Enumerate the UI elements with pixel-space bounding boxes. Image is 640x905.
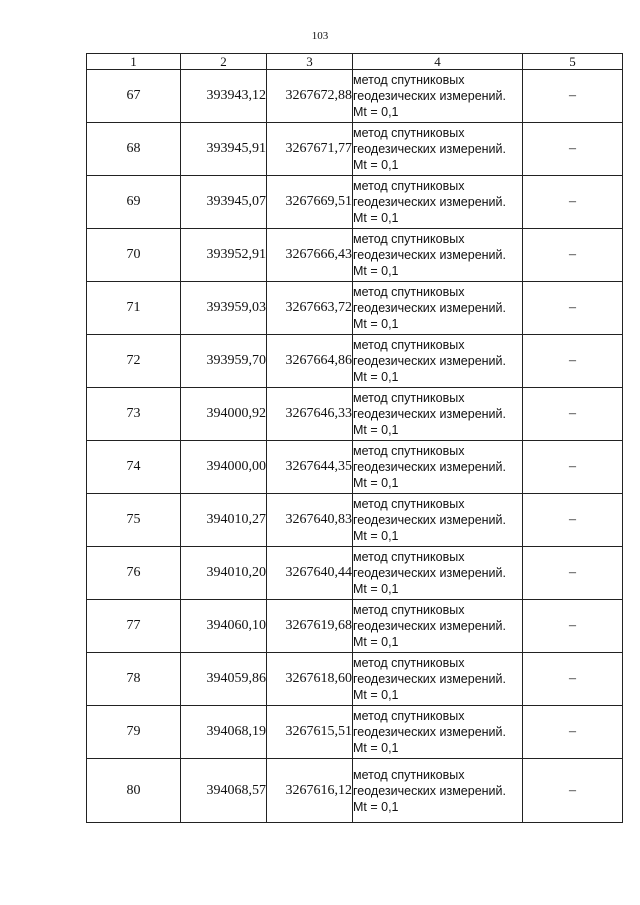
table-body [87, 70, 623, 823]
method-cell: метод спутниковых геодезических измерений. Mt = 0,1 [353, 600, 523, 653]
note-cell: – [523, 176, 623, 229]
column-header-method: 4 [353, 54, 523, 70]
table-row [87, 388, 623, 441]
point-number-cell: 77 [87, 600, 181, 653]
method-cell: метод спутниковых геодезических измерений. Mt = 0,1 [353, 494, 523, 547]
method-cell: метод спутниковых геодезических измерений. Mt = 0,1 [353, 335, 523, 388]
point-number-cell: 70 [87, 229, 181, 282]
note-cell: – [523, 229, 623, 282]
y-coordinate-cell: 3267619,68 [267, 600, 353, 653]
x-coordinate-cell: 393952,91 [181, 229, 267, 282]
y-coordinate-cell: 3267618,60 [267, 653, 353, 706]
coordinates-table [86, 53, 623, 823]
table-row [87, 335, 623, 388]
point-number-cell: 69 [87, 176, 181, 229]
x-coordinate-cell: 394068,19 [181, 706, 267, 759]
column-header-note: 5 [523, 54, 623, 70]
table-row [87, 123, 623, 176]
method-cell: метод спутниковых геодезических измерений. Mt = 0,1 [353, 441, 523, 494]
x-coordinate-cell: 394059,86 [181, 653, 267, 706]
table-row [87, 653, 623, 706]
table-row [87, 282, 623, 335]
x-coordinate-cell: 394068,57 [181, 759, 267, 823]
point-number-cell: 75 [87, 494, 181, 547]
point-number-cell: 73 [87, 388, 181, 441]
x-coordinate-cell: 394010,20 [181, 547, 267, 600]
y-coordinate-cell: 3267616,12 [267, 759, 353, 823]
y-coordinate-cell: 3267664,86 [267, 335, 353, 388]
x-coordinate-cell: 394000,00 [181, 441, 267, 494]
method-cell: метод спутниковых геодезических измерений. Mt = 0,1 [353, 123, 523, 176]
note-cell: – [523, 70, 623, 123]
note-cell: – [523, 494, 623, 547]
point-number-cell: 80 [87, 759, 181, 823]
table-row [87, 70, 623, 123]
x-coordinate-cell: 393945,91 [181, 123, 267, 176]
table-row [87, 547, 623, 600]
note-cell: – [523, 282, 623, 335]
table-row [87, 229, 623, 282]
x-coordinate-cell: 394060,10 [181, 600, 267, 653]
note-cell: – [523, 335, 623, 388]
point-number-cell: 79 [87, 706, 181, 759]
note-cell: – [523, 759, 623, 823]
page-number: 103 [311, 30, 329, 42]
point-number-cell: 67 [87, 70, 181, 123]
point-number-cell: 71 [87, 282, 181, 335]
point-number-cell: 72 [87, 335, 181, 388]
method-cell: метод спутниковых геодезических измерений. Mt = 0,1 [353, 282, 523, 335]
table-row [87, 706, 623, 759]
method-cell: метод спутниковых геодезических измерений. Mt = 0,1 [353, 653, 523, 706]
note-cell: – [523, 600, 623, 653]
x-coordinate-cell: 394000,92 [181, 388, 267, 441]
table-row [87, 600, 623, 653]
note-cell: – [523, 706, 623, 759]
y-coordinate-cell: 3267672,88 [267, 70, 353, 123]
x-coordinate-cell: 393959,70 [181, 335, 267, 388]
column-header-number: 1 [87, 54, 181, 70]
method-cell: метод спутниковых геодезических измерений. Mt = 0,1 [353, 388, 523, 441]
method-cell: метод спутниковых геодезических измерений. Mt = 0,1 [353, 70, 523, 123]
table-row [87, 176, 623, 229]
x-coordinate-cell: 393959,03 [181, 282, 267, 335]
method-cell: метод спутниковых геодезических измерений. Mt = 0,1 [353, 547, 523, 600]
y-coordinate-cell: 3267671,77 [267, 123, 353, 176]
point-number-cell: 78 [87, 653, 181, 706]
method-cell: метод спутниковых геодезических измерений. Mt = 0,1 [353, 229, 523, 282]
note-cell: – [523, 653, 623, 706]
table-row [87, 759, 623, 823]
note-cell: – [523, 388, 623, 441]
method-cell: метод спутниковых геодезических измерений. Mt = 0,1 [353, 759, 523, 823]
y-coordinate-cell: 3267615,51 [267, 706, 353, 759]
x-coordinate-cell: 394010,27 [181, 494, 267, 547]
column-header-y: 3 [267, 54, 353, 70]
y-coordinate-cell: 3267646,33 [267, 388, 353, 441]
note-cell: – [523, 547, 623, 600]
y-coordinate-cell: 3267640,44 [267, 547, 353, 600]
y-coordinate-cell: 3267640,83 [267, 494, 353, 547]
column-header-x: 2 [181, 54, 267, 70]
note-cell: – [523, 123, 623, 176]
table-header-row [87, 54, 623, 70]
point-number-cell: 74 [87, 441, 181, 494]
x-coordinate-cell: 393943,12 [181, 70, 267, 123]
x-coordinate-cell: 393945,07 [181, 176, 267, 229]
y-coordinate-cell: 3267666,43 [267, 229, 353, 282]
table-row [87, 494, 623, 547]
y-coordinate-cell: 3267644,35 [267, 441, 353, 494]
y-coordinate-cell: 3267669,51 [267, 176, 353, 229]
method-cell: метод спутниковых геодезических измерений. Mt = 0,1 [353, 706, 523, 759]
point-number-cell: 76 [87, 547, 181, 600]
note-cell: – [523, 441, 623, 494]
method-cell: метод спутниковых геодезических измерений. Mt = 0,1 [353, 176, 523, 229]
point-number-cell: 68 [87, 123, 181, 176]
y-coordinate-cell: 3267663,72 [267, 282, 353, 335]
table-row [87, 441, 623, 494]
